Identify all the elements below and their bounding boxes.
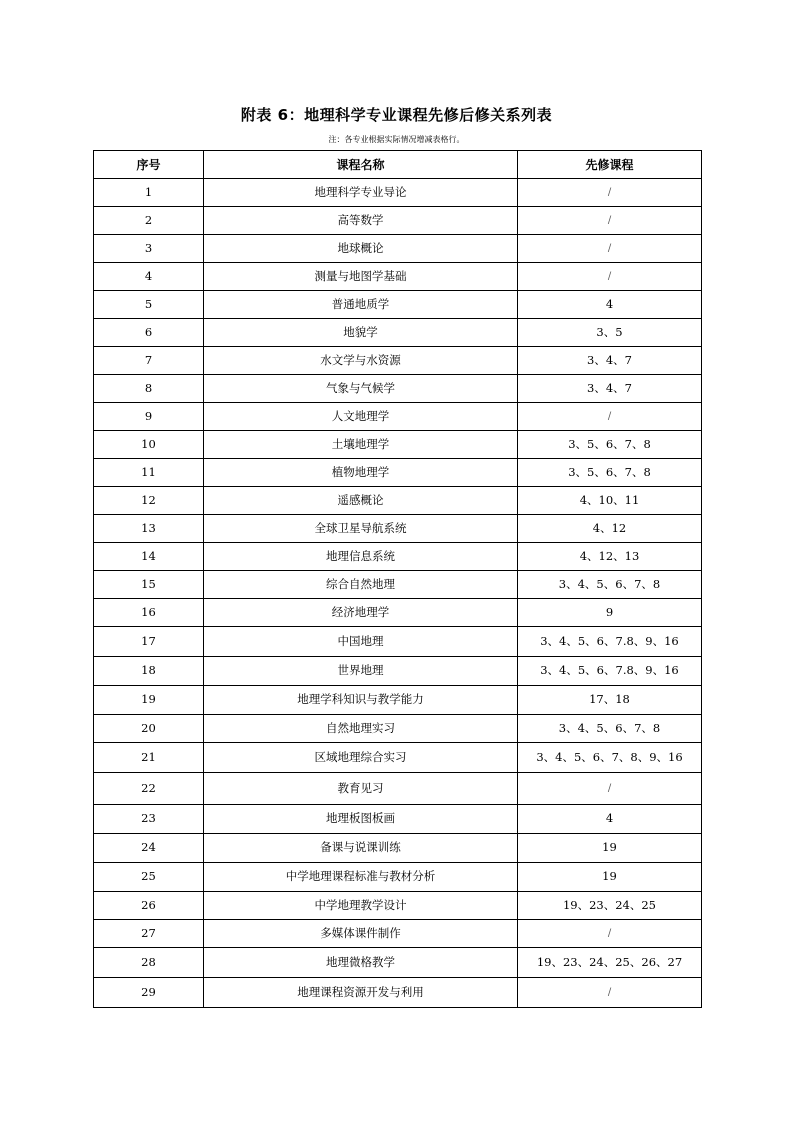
cell-serial-number: 26 <box>94 892 204 920</box>
cell-prerequisites: 3、4、5、6、7.8、9、16 <box>518 627 702 657</box>
cell-prerequisites: 3、4、7 <box>518 347 702 375</box>
cell-serial-number: 12 <box>94 487 204 515</box>
cell-prerequisites: 3、4、5、6、7、8 <box>518 715 702 743</box>
header-serial-number: 序号 <box>94 151 204 179</box>
cell-serial-number: 27 <box>94 920 204 948</box>
cell-course-name: 人文地理学 <box>204 403 518 431</box>
cell-serial-number: 8 <box>94 375 204 403</box>
cell-prerequisites: / <box>518 207 702 235</box>
cell-serial-number: 9 <box>94 403 204 431</box>
cell-course-name: 地理微格教学 <box>204 948 518 978</box>
table-row <box>94 375 702 403</box>
cell-course-name: 地貌学 <box>204 319 518 347</box>
table-row <box>94 571 702 599</box>
cell-course-name: 高等数学 <box>204 207 518 235</box>
cell-prerequisites: / <box>518 773 702 805</box>
cell-serial-number: 6 <box>94 319 204 347</box>
cell-serial-number: 20 <box>94 715 204 743</box>
course-prerequisite-table <box>93 150 702 1008</box>
cell-prerequisites: / <box>518 235 702 263</box>
cell-serial-number: 11 <box>94 459 204 487</box>
table-header-row <box>94 151 702 179</box>
table-row <box>94 715 702 743</box>
cell-prerequisites: 9 <box>518 599 702 627</box>
cell-prerequisites: 3、4、7 <box>518 375 702 403</box>
cell-course-name: 地理课程资源开发与利用 <box>204 978 518 1008</box>
table-row <box>94 834 702 863</box>
cell-course-name: 经济地理学 <box>204 599 518 627</box>
table-row <box>94 459 702 487</box>
cell-prerequisites: 3、4、5、6、7.8、9、16 <box>518 657 702 686</box>
cell-course-name: 普通地质学 <box>204 291 518 319</box>
cell-serial-number: 17 <box>94 627 204 657</box>
table-row <box>94 686 702 715</box>
cell-prerequisites: 19 <box>518 834 702 863</box>
table-row <box>94 920 702 948</box>
cell-course-name: 教育见习 <box>204 773 518 805</box>
page-title: 附表 6：地理科学专业课程先修后修关系列表 <box>240 106 553 124</box>
cell-serial-number: 4 <box>94 263 204 291</box>
table-row <box>94 743 702 773</box>
cell-prerequisites: 3、5、6、7、8 <box>518 459 702 487</box>
cell-course-name: 水文学与水资源 <box>204 347 518 375</box>
cell-serial-number: 21 <box>94 743 204 773</box>
cell-course-name: 综合自然地理 <box>204 571 518 599</box>
cell-course-name: 植物地理学 <box>204 459 518 487</box>
cell-course-name: 区域地理综合实习 <box>204 743 518 773</box>
table-row <box>94 235 702 263</box>
cell-prerequisites: 4 <box>518 291 702 319</box>
table-row <box>94 978 702 1008</box>
cell-course-name: 中学地理教学设计 <box>204 892 518 920</box>
cell-serial-number: 25 <box>94 863 204 892</box>
cell-course-name: 测量与地图学基础 <box>204 263 518 291</box>
cell-serial-number: 22 <box>94 773 204 805</box>
table-row <box>94 773 702 805</box>
cell-prerequisites: 3、5 <box>518 319 702 347</box>
cell-serial-number: 10 <box>94 431 204 459</box>
cell-serial-number: 15 <box>94 571 204 599</box>
cell-prerequisites: 4 <box>518 805 702 834</box>
cell-prerequisites: / <box>518 179 702 207</box>
table-row <box>94 431 702 459</box>
cell-course-name: 中学地理课程标准与教材分析 <box>204 863 518 892</box>
cell-course-name: 地理科学专业导论 <box>204 179 518 207</box>
cell-prerequisites: 4、12 <box>518 515 702 543</box>
cell-course-name: 气象与气候学 <box>204 375 518 403</box>
cell-prerequisites: / <box>518 263 702 291</box>
table-row <box>94 291 702 319</box>
table-row <box>94 657 702 686</box>
cell-course-name: 地理学科知识与教学能力 <box>204 686 518 715</box>
cell-course-name: 多媒体课件制作 <box>204 920 518 948</box>
cell-course-name: 全球卫星导航系统 <box>204 515 518 543</box>
table-row <box>94 599 702 627</box>
cell-serial-number: 18 <box>94 657 204 686</box>
header-prerequisites: 先修课程 <box>518 151 702 179</box>
table-note: 注：各专业根据实际情况增减表格行。 <box>328 135 465 144</box>
cell-serial-number: 1 <box>94 179 204 207</box>
table-row <box>94 543 702 571</box>
cell-course-name: 世界地理 <box>204 657 518 686</box>
cell-prerequisites: 4、10、11 <box>518 487 702 515</box>
cell-course-name: 遥感概论 <box>204 487 518 515</box>
cell-serial-number: 16 <box>94 599 204 627</box>
table-row <box>94 347 702 375</box>
table-row <box>94 863 702 892</box>
cell-course-name: 中国地理 <box>204 627 518 657</box>
cell-serial-number: 24 <box>94 834 204 863</box>
cell-course-name: 备课与说课训练 <box>204 834 518 863</box>
table-body <box>94 179 702 1008</box>
cell-course-name: 地球概论 <box>204 235 518 263</box>
table-row <box>94 263 702 291</box>
table-row <box>94 487 702 515</box>
table-row <box>94 207 702 235</box>
cell-prerequisites: 19、23、24、25 <box>518 892 702 920</box>
cell-prerequisites: 19 <box>518 863 702 892</box>
table-row <box>94 892 702 920</box>
cell-prerequisites: 19、23、24、25、26、27 <box>518 948 702 978</box>
cell-serial-number: 28 <box>94 948 204 978</box>
cell-prerequisites: / <box>518 920 702 948</box>
cell-prerequisites: 3、4、5、6、7、8 <box>518 571 702 599</box>
table-row <box>94 319 702 347</box>
cell-prerequisites: 3、5、6、7、8 <box>518 431 702 459</box>
cell-serial-number: 19 <box>94 686 204 715</box>
cell-serial-number: 5 <box>94 291 204 319</box>
header-course-name: 课程名称 <box>204 151 518 179</box>
cell-serial-number: 2 <box>94 207 204 235</box>
cell-course-name: 土壤地理学 <box>204 431 518 459</box>
table-row <box>94 403 702 431</box>
cell-serial-number: 13 <box>94 515 204 543</box>
cell-prerequisites: 3、4、5、6、7、8、9、16 <box>518 743 702 773</box>
cell-serial-number: 14 <box>94 543 204 571</box>
cell-course-name: 地理板图板画 <box>204 805 518 834</box>
table-row <box>94 627 702 657</box>
table-row <box>94 948 702 978</box>
cell-serial-number: 3 <box>94 235 204 263</box>
cell-prerequisites: / <box>518 978 702 1008</box>
cell-prerequisites: 17、18 <box>518 686 702 715</box>
cell-serial-number: 29 <box>94 978 204 1008</box>
table-row <box>94 805 702 834</box>
cell-serial-number: 7 <box>94 347 204 375</box>
cell-course-name: 自然地理实习 <box>204 715 518 743</box>
cell-prerequisites: / <box>518 403 702 431</box>
table-row <box>94 179 702 207</box>
cell-course-name: 地理信息系统 <box>204 543 518 571</box>
table-row <box>94 515 702 543</box>
cell-prerequisites: 4、12、13 <box>518 543 702 571</box>
cell-serial-number: 23 <box>94 805 204 834</box>
